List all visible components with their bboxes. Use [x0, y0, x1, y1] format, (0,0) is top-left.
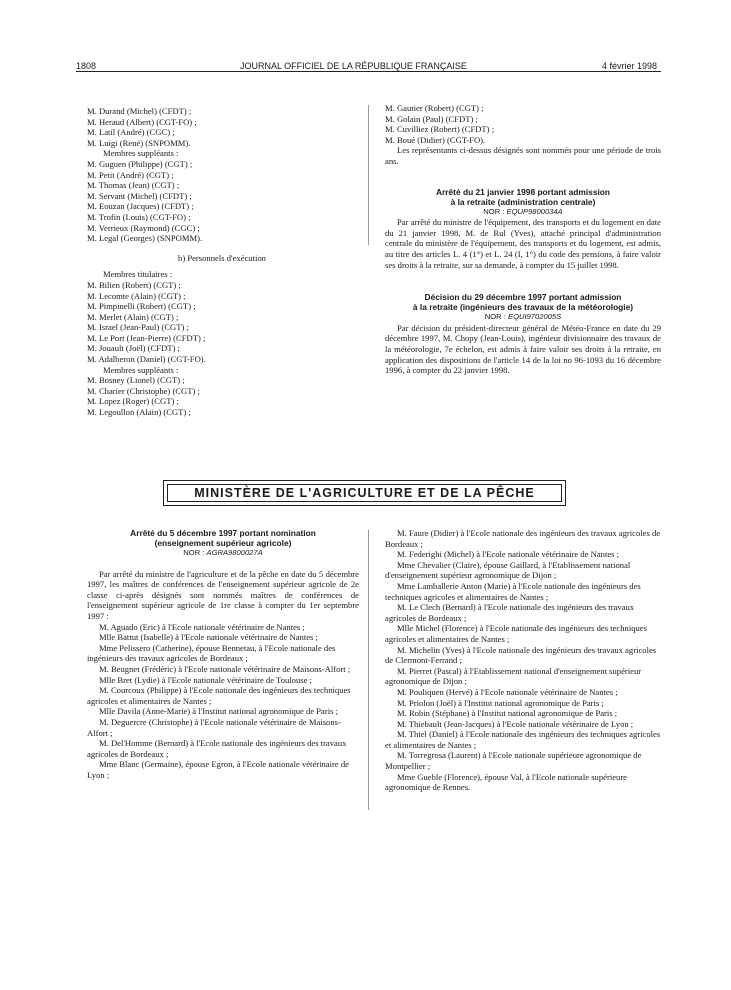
list-item: M. Gautier (Robert) (CGT) ;: [385, 103, 484, 113]
list-item: M. Cuvilliez (Robert) (CFDT) ;: [385, 124, 495, 135]
list-item: M. Eouzan (Jacques) (CFDT) ;: [87, 201, 194, 212]
list-item: M. Faure (Didier) à l'Ecole nationale des ingénieurs des travaux agricoles de Bordeaux ;: [385, 528, 661, 549]
list-item: M. Robin (Stéphane) à l'Institut national agronomique de Paris ;: [397, 708, 618, 719]
list-item: M. Deguercre (Christophe) à l'Ecole nationale vétérinaire de Maisons-Alfort ;: [87, 716, 341, 738]
list-item: M. Thomas (Jean) (CGT) ;: [87, 180, 180, 191]
ministry-banner: [163, 480, 566, 506]
journal-title: JOURNAL OFFICIEL DE LA RÉPUBLIQUE FRANÇAISE: [240, 61, 467, 71]
list-item: Mme Blanc (Germaine), épouse Egron, à l'Ecole nationale vétérinaire de Lyon ;: [87, 759, 349, 780]
list-item: M. Adalberon (Daniel) (CGT-FO).: [87, 354, 206, 365]
suppleants-list-b: [87, 375, 357, 417]
list-item: M. Thiel (Daniel) à l'Ecole nationale des ingénieurs des techniques agricoles et alimentaires de Nantes ;: [385, 729, 661, 750]
suppleants-label-a: Membres suppléants :: [103, 148, 179, 159]
list-item: M. Heraud (Albert) (CGT-FO) ;: [87, 116, 197, 127]
column-divider: [368, 530, 369, 810]
list-item: M. Federighi (Michel) à l'Ecole nationale vétérinaire de Nantes ;: [397, 549, 620, 560]
titulaires-list-b: [87, 280, 357, 365]
list-item: M. Pimpinelli (Robert) (CGT) ;: [87, 301, 196, 312]
list-item: M. Boué (Didier) (CGT-FO).: [385, 134, 486, 145]
list-item: M. Pouliquen (Hervé) à l'Ecole nationale vétérinaire de Nantes ;: [397, 686, 618, 697]
right-top-column: [385, 103, 661, 376]
list-item: Mme Pelissero (Catherine), épouse Bennetau, à l'Ecole nationale des ingénieurs des travaux agricoles de Bordeaux ;: [87, 642, 336, 664]
ministry-title: MINISTÈRE DE L'AGRICULTURE ET DE LA PÊCHE: [167, 484, 562, 502]
list-item: M. Legal (Georges) (SNPOMM).: [87, 233, 203, 244]
nor-label: NOR :: [484, 312, 506, 322]
decision-title-line2: à la retraite (ingénieurs des travaux de la météorologie): [412, 302, 634, 313]
nomination-list-right: [385, 528, 661, 793]
decision-nor: [385, 312, 661, 323]
arrete-nomination-title-line2: (enseignement supérieur agricole): [154, 538, 292, 548]
left-top-column: [87, 106, 357, 418]
right-bottom-column: [385, 528, 661, 793]
list-item: M. Golain (Paul) (CFDT) ;: [385, 113, 478, 124]
nor-label: NOR :: [183, 548, 205, 557]
list-item: M. Servant (Michel) (CFDT) ;: [87, 190, 192, 201]
decision-title-line1: Décision du 29 décembre 1997 portant admission: [424, 292, 622, 303]
list-item: M. Del'Homme (Bernard) à l'Ecole nationale des ingénieurs des travaux agricoles de Bordeaux ;: [87, 738, 347, 759]
list-item: M. Torregrosa (Laurent) à l'Ecole nationale supérieure agronomique de Montpellier ;: [385, 750, 642, 772]
section-b-heading: b) Personnels d'exécution: [178, 252, 266, 263]
list-item: M. Thiebault (Jean-Jacques) à l'Ecole nationale vétérinaire de Lyon ;: [397, 718, 634, 729]
header-rule: [76, 71, 661, 72]
list-item: M. Durand (Michel) (CFDT) ;: [87, 106, 192, 116]
list-item: M. Le Clech (Bernard) à l'Ecole nationale des ingénieurs des travaux agricoles de Bordeaux ;: [385, 602, 635, 623]
list-item: M. Guguen (Philippe) (CGT) ;: [87, 158, 193, 169]
page-number: 1808: [76, 61, 97, 71]
list-item: M. Israel (Jean-Paul) (CGT) ;: [87, 322, 189, 333]
decision-paragraph: Par décision du président-directeur général de Météo-France en date du 29 décembre 1997, M. Chopy (Jean-Louis), ingénieur divisionnaire des travaux de la météorologie, 7e échelon, est admis à faire valoir ses droits à la retraite, en application des dispositions de l'article 14 de la loi no 96-1093 du 16 décembre 1996, à compter du 22 janvier 1998.: [385, 322, 661, 376]
nor-code: EQUI9702005S: [508, 312, 562, 322]
list-item: M. Jouault (Joël) (CFDT) ;: [87, 343, 180, 354]
nor-label: NOR :: [483, 206, 505, 216]
closing-paragraph: Les représentants ci-dessus désignés sont nommés pour une période de trois ans.: [385, 145, 661, 166]
list-item: M. Michelin (Yves) à l'Ecole nationale des ingénieurs des travaux agricoles de Clermont-Ferrand ;: [385, 644, 657, 666]
arrete-nor: [385, 207, 661, 218]
nomination-list-left: [87, 622, 359, 781]
suppleants-label-b: Membres suppléants :: [103, 364, 179, 375]
list-item: M. Trofin (Louis) (CGT-FO) ;: [87, 211, 191, 222]
list-item: M. Petit (André) (CGT) ;: [87, 169, 174, 180]
arrete-nomination-title-line1: Arrêté du 5 décembre 1997 portant nomination: [130, 528, 316, 538]
list-item: M. Lopez (Roger) (CGT) ;: [87, 396, 179, 407]
nor-code: EQUP9800034A: [506, 206, 563, 216]
arrete-title-line1: Arrêté du 21 janvier 1998 portant admission: [435, 186, 611, 197]
arrete-nomination-nor: [87, 548, 359, 559]
titulaires-label-b: Membres titulaires :: [103, 269, 173, 280]
arrete-paragraph: Par arrêté du ministre de l'équipement, des transports et du logement en date du 21 janvier 1998, M. de Rul (Yves), attaché principal d'administration centrale du ministère de l'équipement, des transports et du logement, est admis, au titre des articles L. 4 (1°) et L. 24 (I, 1°) du code des pensions, à faire valoir ses droits à la retraite, sur sa demande, à compter du 15 juillet 1998.: [385, 217, 661, 270]
list-item: M. Merlet (Alain) (CGT) ;: [87, 311, 179, 322]
continued-list: [385, 103, 661, 145]
suppleants-list-a: [87, 159, 357, 244]
list-item: M. Legoullon (Alain) (CGT) ;: [87, 407, 191, 418]
left-bottom-column: [87, 528, 359, 780]
nomination-intro: Par arrêté du ministre de l'agriculture et de la pêche en date du 5 décembre 1997, les maîtres de conférences de l'enseignement supérieur agricole de 2e classe ci-après désignés sont nommés maîtres de conférences de l'enseignement supérieur agricole de 1re classe à compter du 1er septembre 1997 :: [87, 568, 359, 621]
list-item: M. Aguado (Eric) à l'Ecole nationale vétérinaire de Nantes ;: [99, 621, 305, 632]
list-item: M. Bilien (Robert) (CGT) ;: [87, 279, 181, 290]
list-item: M. Lecomte (Alain) (CGT) ;: [87, 290, 186, 301]
list-item: M. Le Port (Jean-Pierre) (CFDT) ;: [87, 332, 206, 343]
list-item: M. Bosney (Lionel) (CGT) ;: [87, 375, 185, 386]
arrete-title-line2: à la retraite (administration centrale): [450, 196, 596, 207]
list-item: Mlle Bret (Lydie) à l'Ecole nationale vétérinaire de Toulouse ;: [99, 674, 312, 685]
list-item: Mlle Michel (Florence) à l'Ecole nationale des ingénieurs des techniques agricoles et alimentaires de Nantes ;: [385, 623, 647, 644]
list-item: Mme Lamballerie Anton (Marie) à l'Ecole nationale des ingénieurs des techniques agricoles et alimentaires de Nantes ;: [385, 580, 641, 602]
list-item: M. Latil (André) (CGC) ;: [87, 127, 175, 138]
titulaires-list-a: [87, 106, 357, 148]
list-item: M. Courcoux (Philippe) à l'Ecole nationale des ingénieurs des techniques agricoles et alimentaires de Nantes ;: [87, 685, 351, 706]
list-item: Mme Chevalier (Claire), épouse Gaillard, à l'Etablissement national d'enseignement supérieur agronomique de Dijon ;: [385, 559, 631, 581]
list-item: Mlle Davila (Anne-Marie) à l'Institut national agronomique de Paris ;: [99, 706, 339, 717]
list-item: M. Luigi (René) (SNPOMM).: [87, 137, 191, 148]
list-item: M. Pierret (Pascal) à l'Etablissement national d'enseignement supérieur agronomique de Dijon ;: [385, 665, 642, 687]
list-item: M. Beugnet (Frédéric) à l'Ecole nationale vétérinaire de Maisons-Alfort ;: [99, 663, 351, 674]
list-item: M. Priolon (Joël) à l'Institut national agronomique de Paris ;: [397, 697, 604, 708]
list-item: M. Charier (Christophe) (CGT) ;: [87, 385, 200, 396]
list-item: Mlle Battut (Isabelle) à l'Ecole nationale vétérinaire de Nantes ;: [99, 632, 318, 643]
list-item: Mme Gueble (Florence), épouse Val, à l'Ecole nationale supérieure agronomique de Rennes.: [385, 771, 627, 793]
issue-date: 4 février 1998: [602, 61, 658, 71]
column-divider: [368, 105, 369, 245]
list-item: M. Verrieux (Raymond) (CGC) ;: [87, 222, 200, 233]
nor-code: AGRA9800027A: [206, 548, 263, 557]
